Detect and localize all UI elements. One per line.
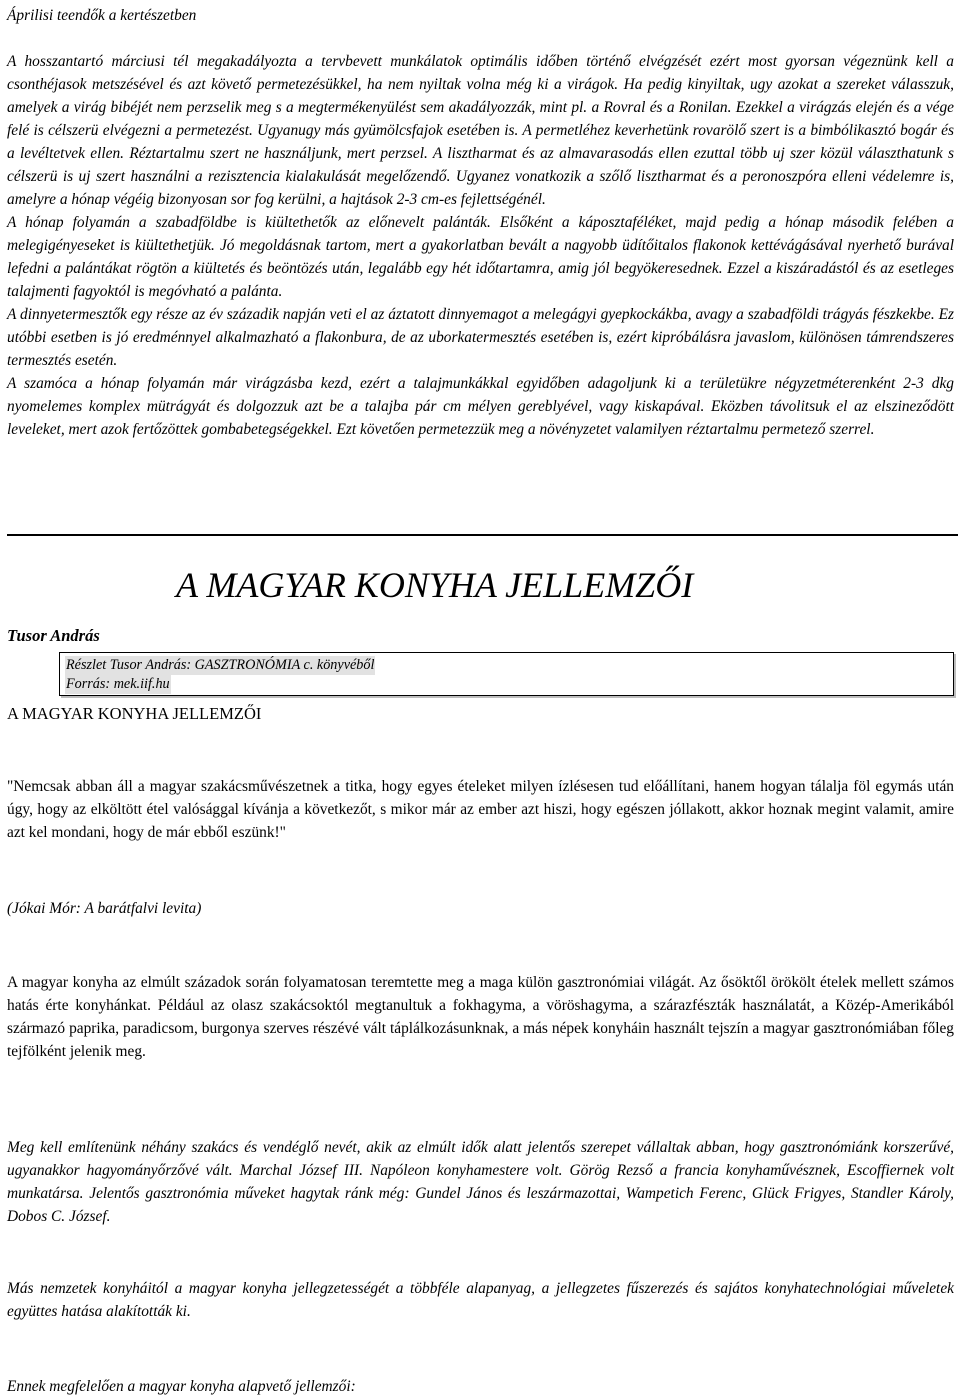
garden-paragraph-3: A dinnyetermesztők egy része az év századik napján veti el az áztatott dinnyemagot a melegágyi gyepkockákba, avagy a szabadföldi trágyás fészkekbe. Ez utóbbi esetben is jó eredménnyel alkalmazható a flakonbura, de az uborkatermesztés esetében is, ezért kipróbálásra javaslom, különösen támrendszeres termesztés esetén. (7, 306, 954, 369)
garden-paragraph-2: A hónap folyamán a szabadföldbe is kiültethetők az előnevelt palánták. Elsőként a káposztaféléket, majd pedig a hónap második felében a melegigényeseket is kiültethetjük. Jó megoldásnak tartom, mert a gyakorlatban bevált a nagyobb üdítőitalos flakonok kettévágásával nyerhető burával lefedni a palántákat rögtön a kiültetés és beöntözés után, legalább egy hét időtartamra, amig jól begyökeresednek. Ezzel a kiszáradástól és az esetleges talajmenti fagyoktól is megóvható a palánta. (7, 214, 954, 300)
quote-paragraph: "Nemcsak abban áll a magyar szakácsművészetnek a titka, hogy egyes ételeket milyen ízlésesen tud előállítani, hanem hogyan tálalja föl egymás után úgy, hogy az elköltött étel valósággal kívánja a következőt, s mikor már az ember azt hiszi, hogy egészen jóllakott, akkor hoznak megint valamit, amire azt kel mondani, hogy de már ebből eszünk!" (7, 778, 954, 841)
garden-heading: Áprilisi teendők a kertészetben (7, 7, 197, 24)
article-paragraph-2: Meg kell említenünk néhány szakács és vendéglő nevét, akik az elmúlt idők alatt jelentős szerepet vállaltak abban, hogy gasztronómiánk korszerűvé, ugyanakkor hagyományőrzővé vált. Marchal József III. Napóleon konyhamestere volt. Görög Rezső a francia konyhaművésznek, Escoffiernek volt munkatársa. Jelentős gasztronómia műveket hagytak ránk még: Gundel János és leszármazottai, Wampetich Ferenc, Glück Frigyes, Standler Károly, Dobos C. József. (7, 1139, 954, 1225)
source-box (59, 652, 954, 696)
garden-paragraph-4: A szamóca a hónap folyamán már virágzásba kezd, ezért a talajmunkákkal egyidőben adagoljunk ki a területükre négyzetméterenként 2-3 dkg nyomelemes komplex mütrágyát és dolgozzuk azt be a talajba pár cm mélyen gereblyével, vagy kiskapával. Eközben távolitsuk el az elszineződött leveleket, mert azok fertőzöttek gombabetegségekkel. Ezt követően permetezzük meg a növényzetet valamilyen réztartalmu permetező szerrel. (7, 375, 954, 438)
garden-paragraph-1: A hosszantartó márciusi tél megakadályozta a tervbevett munkálatok optimális időben történő elvégzését ezért most gyorsan végeznünk kell a csonthéjasok metszésével és azt követő permetezésükkel, ha nem nyiltak volna még ki a virágok. Ha pedig kinyiltak, ugy azokat a szereket válasszuk, amelyek a virág bibéjét nem perzselik meg s a megtermékenyülést sem akadályozzák, mint pl. a Rovral és a Ronilan. Ezekkel a virágzás elején és a vége felé is célszerü elvégezni a permetezést. Ugyanugy más gyümölcsfajok esetében is. A permetléhez keverhetünk rovarölő szert is a bimbólikasztó bogár és a levéltetvek ellen. Réztartalmu szert ne használjunk, mert perzsel. A lisztharmat és az almavarasodás ellen ezuttal több uj szer közül választhatunk s célszerü is uj szert használni a rezisztencia kialakulását megelőzendő. Ugyanez vonatkozik a szőlő lisztharmat és a peronoszpóra elleni védelemre is, amelyre a hónap végéig bizonyosan sor fog kerülni, a hajtások 2-3 cm-es fejlettségénél. (7, 53, 954, 208)
source-excerpt-line: Részlet Tusor András: GASZTRONÓMIA c. könyvéből (66, 657, 375, 673)
article-paragraph-1: A magyar konyha az elmúlt századok során folyamatosan teremtette meg a maga külön gasztronómiai világát. Az ősöktől örökölt ételek mellett számos hatás érte konyhánkat. Például az olasz szakácsoktól megtanultuk a fokhagyma, a vöröshagyma, a szárazfészták használatát, a Közép-Amerikából származó paprika, paradicsom, burgonya szerves részévé vált táplálkozásunknak, a más népek konyháin használt tejszín a magyar gasztronómiában főleg tejfölként jelenik meg. (7, 974, 954, 1060)
article-paragraph-3: Más nemzetek konyháitól a magyar konyha jellegzetességét a többféle alapanyag, a jellegzetes fűszerezés és sajátos konyhatechnológiai műveletek együttes hatása alakították ki. (7, 1280, 954, 1320)
quote-attribution: (Jókai Mór: A barátfalvi levita) (7, 900, 202, 917)
article-paragraph-4: Ennek megfelelően a magyar konyha alapvető jellemzői: (7, 1378, 356, 1395)
section-divider (7, 534, 958, 536)
spacer (7, 27, 954, 50)
author-name: Tusor András (7, 626, 100, 645)
article-subtitle: A MAGYAR KONYHA JELLEMZŐI (7, 704, 262, 723)
source-link-line: Forrás: mek.iif.hu (66, 676, 170, 692)
garden-section (7, 0, 954, 441)
article-title: A MAGYAR KONYHA JELLEMZŐI (176, 565, 694, 605)
